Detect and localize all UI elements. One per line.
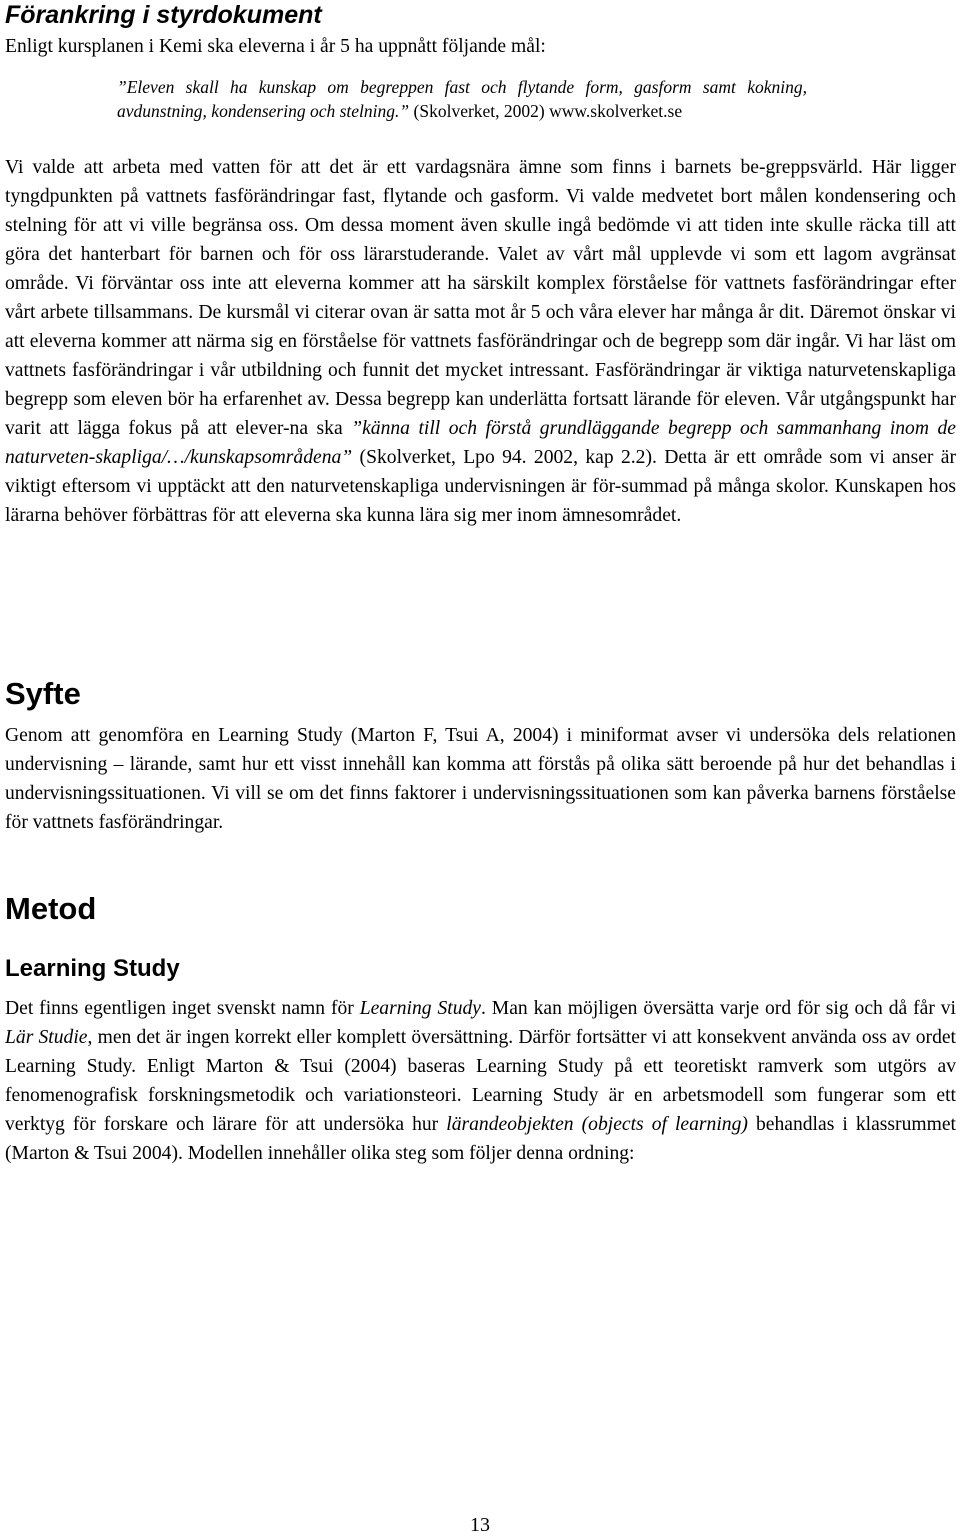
curriculum-quote <box>117 75 807 123</box>
section-heading-forankring: Förankring i styrdokument <box>5 1 322 29</box>
paragraph-ls-part-d: behandlas i klassrummet (Marton & Tsui 2004). Modellen innehåller olika steg som följer denna ordning: <box>5 1114 956 1164</box>
page-number: 13 <box>470 1514 490 1536</box>
paragraph-ls-italic-3: lärandeobjekten (objects of learning) <box>446 1114 748 1135</box>
paragraph-motivation-part-b: (Skolverket, Lpo 94. 2002, kap 2.2). Detta är ett område som vi anser är viktigt eftersom vi upptäckt att den naturvetenskapliga undervisningen är för-summad på många skolor. Kunskapen hos lärarna behöver förbättras för att eleverna ska kunna lära sig mer inom ämnesområdet. <box>5 447 956 526</box>
subheading-learning-study: Learning Study <box>5 955 180 982</box>
paragraph-motivation-part-a: Vi valde att arbeta med vatten för att det är ett vardagsnära ämne som finns i barnets be-greppsvärld. Här ligger tyngdpunkten på vattnets fasförändringar fast, flytande och gasform. Vi valde medvetet bort målen kondensering och stelning för att vi ville begränsa oss. Om dessa moment även skulle ingå bedömde vi att tiden inte skulle räcka till att göra det hanterbart för barnen och för oss lärarstuderande. Valet av vårt mål upplevde vi som ett lagom avgränsat område. Vi förväntar oss inte att eleverna kommer att ha särskilt komplex förståelse för vattnets fasförändringar efter vårt arbete tillsammans. De kursmål vi citerar ovan är satta mot år 5 och våra elever har många år dit. Däremot önskar vi att eleverna kommer att närma sig en förståelse för vattnets fasförändringar och de begrepp som där ingår. Vi har läst om vattnets fasförändringar i vår utbildning och funnit det mycket intressant. Fasförändringar är viktiga naturvetenskapliga begrepp som eleven bör ha erfarenhet av. Dessa begrepp kan underlätta fortsatt lärande för eleven. Vår utgångspunkt har varit att lägga fokus på att elever-na ska <box>5 157 956 439</box>
paragraph-motivation <box>5 153 956 530</box>
paragraph-learning-study <box>5 994 956 1168</box>
paragraph-ls-italic-1: Learning Study <box>359 998 481 1019</box>
paragraph-ls-part-a: Det finns egentligen inget svenskt namn för <box>5 998 360 1019</box>
section-heading-syfte: Syfte <box>5 676 81 711</box>
lead-paragraph: Enligt kursplanen i Kemi ska eleverna i år 5 ha uppnått följande mål: <box>5 36 546 57</box>
paragraph-ls-italic-2: Lär Studie <box>5 1027 88 1048</box>
paragraph-ls-part-c: , men det är ingen korrekt eller komplett översättning. Därför fortsätter vi att konsekvent använda oss av ordet Learning Study. Enligt Marton & Tsui (2004) baseras Learning Study på ett teoretiskt ramverk som utgörs av fenomenografisk forskningsmetodik och variationsteori. Learning Study är en arbetsmodell som fungerar som ett verktyg för forskare och lärare för att undersöka hur <box>5 1027 957 1135</box>
quote-text: ”Eleven skall ha kunskap om begreppen fast och flytande form, gasform samt kokning, avdunstning, kondensering och stelning.” <box>117 77 807 121</box>
paragraph-motivation-italic: ”känna till och förstå grundläggande begrepp och sammanhang inom de naturveten-skapliga/…/kunskapsområdena” <box>5 418 956 468</box>
quote-citation: (Skolverket, 2002) www.skolverket.se <box>409 101 683 121</box>
paragraph-ls-part-b: . Man kan möjligen översätta varje ord för sig och då får vi <box>480 998 956 1019</box>
section-heading-metod: Metod <box>5 891 97 926</box>
paragraph-syfte: Genom att genomföra en Learning Study (Marton F, Tsui A, 2004) i miniformat avser vi undersöka dels relationen undervisning – lärande, samt hur ett visst innehåll kan komma att förstås på olika sätt beroende på hur det behandlas i undervisningssituationen. Vi vill se om det finns faktorer i undervisningssituationen som kan påverka barnens förståelse för vattnets fasförändringar. <box>5 725 956 833</box>
